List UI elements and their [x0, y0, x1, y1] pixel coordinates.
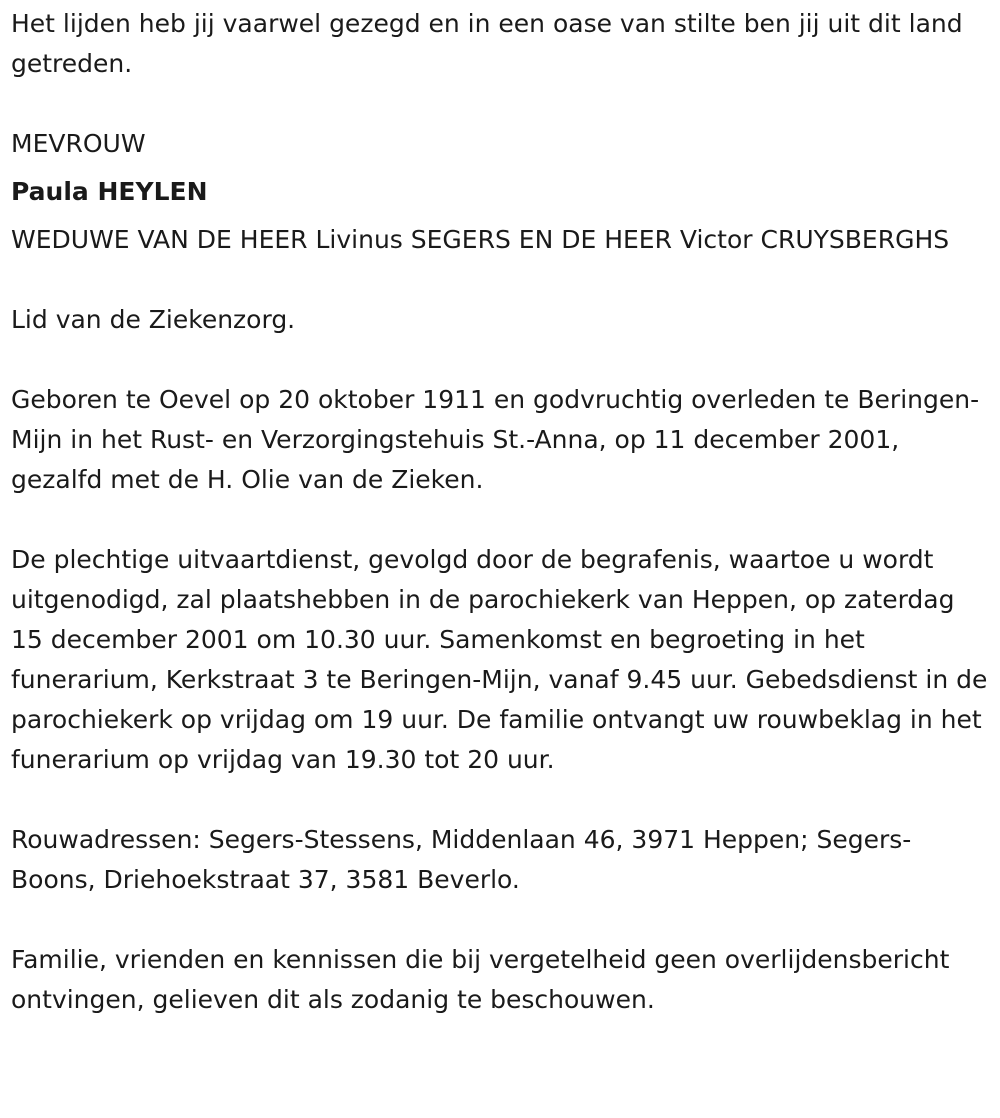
widow-of: WEDUWE VAN DE HEER Livinus SEGERS EN DE HEER Victor CRUYSBERGHS: [11, 225, 950, 254]
birth-death-paragraph: Geboren te Oevel op 20 oktober 1911 en godvruchtig overleden te Beringen-Mijn in het Rust- en Verzorgingstehuis St.-Anna, op 11 december 2001, gezalfd met de H. Olie van de Zieken.: [11, 385, 980, 494]
intro-verse: Het lijden heb jij vaarwel gezegd en in een oase van stilte ben jij uit dit land getreden.: [11, 9, 963, 78]
funeral-paragraph: De plechtige uitvaartdienst, gevolgd door de begrafenis, waartoe u wordt uitgenodigd, zal plaatshebben in de parochiekerk van Heppen, op zaterdag 15 december 2001 om 10.30 uur. Samenkomst en begroeting in het funerarium, Kerkstraat 3 te Beringen-Mijn, vanaf 9.45 uur. Gebedsdienst in de parochiekerk op vrijdag om 19 uur. De familie ontvangt uw rouwbeklag in het funerarium op vrijdag van 19.30 tot 20 uur.: [11, 545, 988, 774]
deceased-name: Paula HEYLEN: [11, 177, 208, 206]
salutation: MEVROUW: [11, 129, 146, 158]
membership: Lid van de Ziekenzorg.: [11, 305, 296, 334]
mourning-addresses: Rouwadressen: Segers-Stessens, Middenlaan 46, 3971 Heppen; Segers-Boons, Driehoekstraat 37, 3581 Beverlo.: [11, 825, 912, 894]
closing-paragraph: Familie, vrienden en kennissen die bij vergetelheid geen overlijdensbericht ontvingen, gelieven dit als zodanig te beschouwen.: [11, 945, 950, 1014]
